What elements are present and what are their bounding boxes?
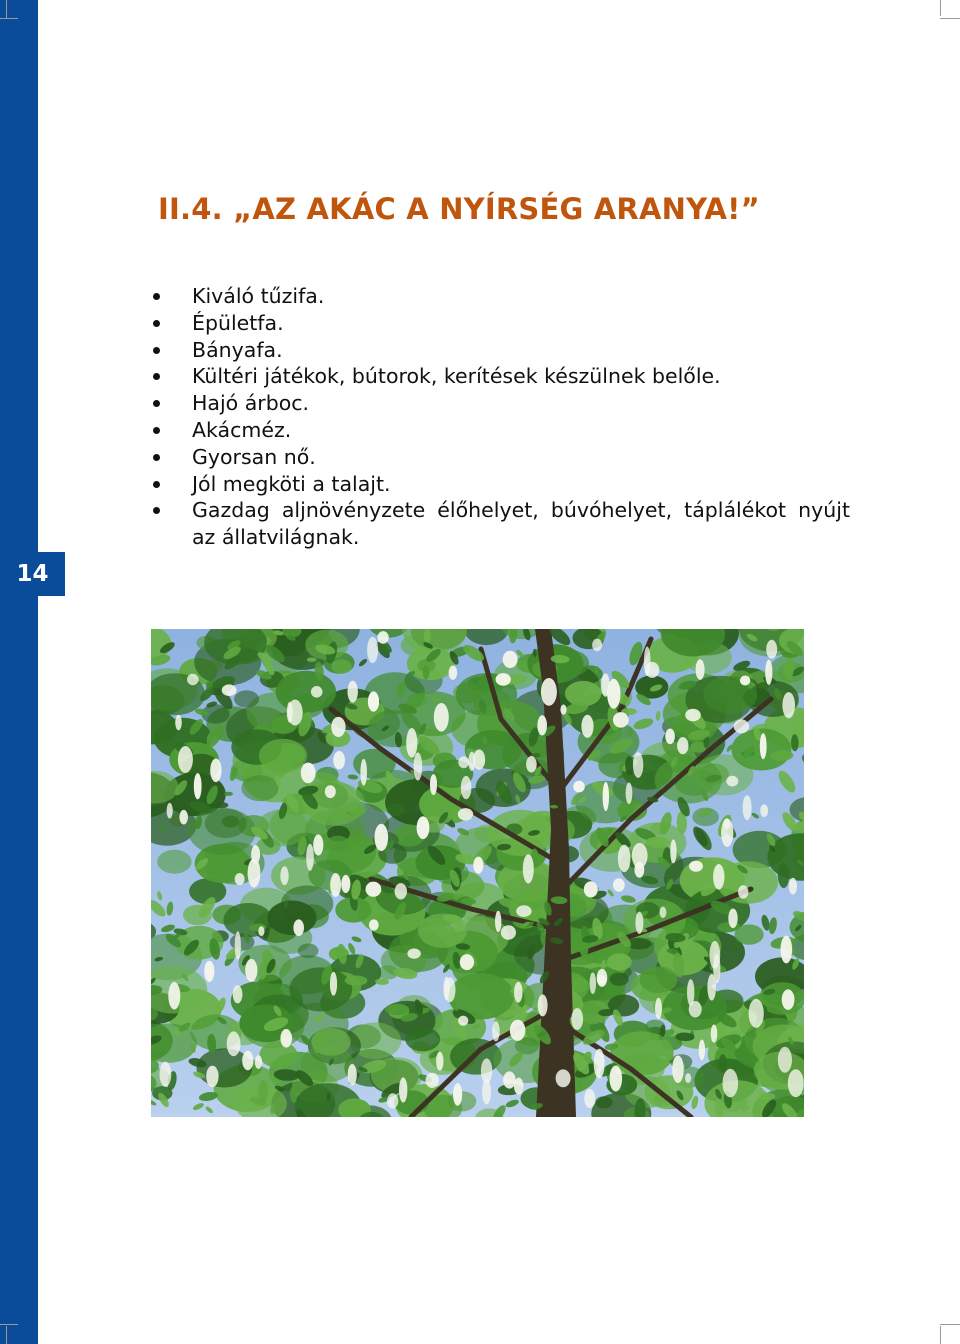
foliage-clump — [387, 804, 405, 816]
page-number: 14 — [16, 561, 49, 587]
blossom-cluster — [288, 700, 303, 726]
blossom-cluster — [584, 881, 598, 897]
blossom-cluster — [685, 1073, 691, 1083]
blossom-cluster — [726, 776, 738, 787]
blossom-cluster — [426, 1073, 439, 1088]
blossom-cluster — [301, 763, 316, 784]
blossom-cluster — [665, 729, 675, 745]
blossom-cluster — [709, 941, 720, 969]
blossom-cluster — [503, 1071, 516, 1088]
blossom-cluster — [330, 873, 341, 897]
blossom-cluster — [406, 728, 417, 758]
blossom-cluster — [635, 912, 643, 934]
blossom-cluster — [592, 639, 602, 652]
acacia-tree-photo — [151, 629, 804, 1117]
blossom-cluster — [449, 666, 458, 680]
blossom-cluster — [584, 1089, 595, 1108]
blossom-cluster — [516, 905, 531, 917]
blossom-cluster — [187, 674, 199, 685]
bullet-icon — [153, 320, 160, 327]
blossom-cluster — [510, 1020, 526, 1041]
blossom-cluster — [348, 1064, 357, 1086]
blossom-cluster — [713, 864, 724, 890]
blossom-cluster — [581, 715, 593, 738]
blossom-cluster — [541, 678, 557, 706]
blossom-cluster — [743, 795, 752, 820]
list-item — [150, 471, 850, 498]
blossom-cluster — [453, 1083, 462, 1106]
blossom-cluster — [526, 756, 537, 773]
bullet-icon — [153, 454, 160, 461]
blossom-cluster — [538, 994, 548, 1016]
crop-mark-top-right-h — [940, 18, 960, 19]
blossom-cluster — [167, 803, 173, 819]
blossom-cluster — [571, 1008, 583, 1030]
foliage-clump — [276, 671, 336, 713]
foliage-clump — [405, 1027, 440, 1051]
list-item-text: Hajó árboc. — [192, 391, 310, 416]
list-item — [150, 363, 850, 390]
blossom-cluster — [514, 982, 522, 1003]
list-item-text: Gyorsan nő. — [192, 444, 316, 469]
blossom-cluster — [556, 1069, 571, 1087]
blossom-cluster — [367, 637, 378, 663]
foliage-clump — [267, 901, 316, 936]
blossom-cluster — [723, 1069, 739, 1098]
blossom-cluster — [626, 783, 633, 805]
foliage-clump — [610, 973, 629, 986]
foliage-clump — [298, 944, 319, 959]
blossom-cluster — [635, 862, 645, 878]
blossom-cluster — [597, 969, 608, 987]
list-item-text: Akácméz. — [192, 417, 292, 442]
blossom-cluster — [179, 810, 188, 825]
blossom-cluster — [325, 785, 336, 798]
crop-mark-bottom-left — [6, 1326, 7, 1344]
blossom-cluster — [366, 882, 382, 897]
blossom-cluster — [503, 651, 518, 668]
list-item-text: Épületfa. — [192, 310, 284, 335]
list-item — [150, 417, 850, 444]
blossom-cluster — [473, 749, 485, 769]
blossom-cluster — [645, 662, 659, 678]
blossom-cluster — [194, 773, 202, 799]
blossom-cluster — [782, 692, 795, 718]
blossom-cluster — [248, 858, 261, 887]
foliage-clump — [259, 739, 307, 773]
foliage-clump — [639, 966, 677, 993]
section-title: II.4. „AZ AKÁC A NYÍRSÉG ARANYA!” — [158, 192, 760, 226]
blossom-cluster — [458, 808, 473, 820]
blossom-cluster — [258, 926, 264, 936]
blossom-cluster — [782, 989, 795, 1010]
list-item — [150, 310, 850, 337]
blossom-cluster — [492, 1021, 500, 1041]
blossom-cluster — [760, 733, 767, 759]
blossom-cluster — [436, 1052, 443, 1071]
blossom-cluster — [306, 844, 314, 871]
list-item-text: Kültéri játékok, bútorok, kerítések készülnek belőle. — [192, 364, 721, 389]
bullet-icon — [153, 481, 160, 488]
side-color-band — [0, 0, 38, 1344]
blossom-cluster — [458, 1016, 468, 1026]
foliage-clump — [234, 690, 259, 707]
blossom-cluster — [204, 961, 214, 982]
list-item — [150, 337, 850, 364]
blossom-cluster — [618, 845, 631, 873]
blossom-cluster — [293, 919, 304, 936]
list-item — [150, 497, 850, 551]
blossom-cluster — [387, 1093, 398, 1108]
blossom-cluster — [711, 1025, 718, 1043]
blossom-cluster — [789, 878, 797, 895]
blossom-cluster — [377, 631, 388, 644]
blossom-cluster — [255, 1055, 262, 1069]
blossom-cluster — [430, 774, 437, 795]
blossom-cluster — [685, 709, 701, 722]
blossom-cluster — [560, 705, 566, 715]
bullet-icon — [153, 373, 160, 380]
blossom-cluster — [369, 919, 379, 930]
blossom-cluster — [473, 857, 483, 874]
blossom-cluster — [313, 834, 323, 855]
blossom-cluster — [749, 999, 764, 1028]
blossom-cluster — [610, 1066, 623, 1092]
blossom-cluster — [728, 909, 737, 929]
leaf — [385, 1004, 409, 1015]
blossom-cluster — [633, 752, 643, 778]
list-item-text: Jól megköti a talajt. — [192, 471, 391, 496]
leaf — [307, 658, 317, 662]
foliage-clump — [259, 1041, 297, 1068]
foliage-clump — [326, 836, 349, 852]
blossom-cluster — [766, 640, 777, 659]
list-item-text: Bányafa. — [192, 337, 283, 362]
blossom-cluster — [444, 977, 455, 1002]
blossom-cluster — [613, 712, 629, 728]
blossom-cluster — [655, 998, 662, 1019]
leaf — [224, 792, 233, 796]
blossom-cluster — [280, 866, 288, 885]
page-number-tab — [0, 552, 68, 596]
blossom-cluster — [235, 873, 245, 885]
bullet-icon — [153, 400, 160, 407]
list-item-text: Gazdag aljnövényzete élőhelyet, búvóhelyet, táplálékot nyújt az állatvilágnak. — [192, 498, 850, 550]
blossom-cluster — [670, 839, 676, 863]
blossom-cluster — [280, 1029, 292, 1048]
blossom-cluster — [573, 781, 585, 793]
blossom-cluster — [175, 715, 182, 731]
blossom-cluster — [778, 1047, 792, 1073]
blossom-cluster — [677, 737, 688, 754]
list-item-text: Kiváló tűzifa. — [192, 284, 325, 308]
foliage-clump — [331, 660, 351, 674]
blossom-cluster — [375, 824, 389, 851]
list-item — [150, 390, 850, 417]
bullet-icon — [153, 347, 160, 354]
blossom-cluster — [740, 676, 750, 686]
bullet-icon — [153, 293, 160, 300]
blossom-cluster — [738, 885, 748, 899]
blossom-cluster — [333, 751, 345, 769]
blossom-cluster — [168, 982, 180, 1010]
blossom-cluster — [368, 691, 379, 711]
blossom-cluster — [434, 703, 449, 732]
blossom-cluster — [781, 936, 793, 964]
acacia-tree-illustration — [151, 629, 804, 1117]
blossom-cluster — [495, 911, 501, 932]
blossom-cluster — [235, 931, 241, 959]
crop-mark-top-right — [940, 0, 941, 16]
blossom-cluster — [687, 979, 694, 1006]
blossom-cluster — [460, 954, 474, 970]
blossom-cluster — [501, 925, 516, 939]
leaf — [423, 665, 430, 680]
blossom-cluster — [590, 972, 597, 994]
blossom-cluster — [496, 673, 511, 686]
blossom-cluster — [407, 949, 420, 959]
foliage-clump — [565, 681, 601, 706]
blossom-cluster — [660, 907, 667, 918]
crop-mark-top-left-h — [0, 18, 18, 19]
blossom-cluster — [458, 756, 469, 768]
blossom-cluster — [696, 659, 705, 680]
bullet-list — [150, 283, 850, 551]
blossom-cluster — [348, 681, 358, 703]
blossom-cluster — [222, 684, 237, 696]
blossom-cluster — [360, 759, 367, 786]
blossom-cluster — [311, 686, 323, 698]
blossom-cluster — [603, 782, 609, 811]
blossom-cluster — [734, 719, 749, 733]
foliage-clump — [289, 967, 352, 1011]
blossom-cluster — [206, 1066, 218, 1088]
blossom-cluster — [607, 679, 620, 709]
blossom-cluster — [331, 717, 345, 737]
blossom-cluster — [341, 875, 350, 893]
blossom-cluster — [330, 972, 337, 996]
foliage-clump — [241, 775, 278, 801]
bullet-icon — [153, 427, 160, 434]
crop-mark-top-left — [6, 0, 7, 18]
blossom-cluster — [227, 1031, 241, 1056]
blossom-cluster — [765, 660, 772, 685]
blossom-cluster — [233, 985, 243, 1003]
blossom-cluster — [481, 1058, 492, 1083]
leaf — [345, 976, 368, 986]
blossom-cluster — [210, 759, 221, 783]
blossom-cluster — [689, 861, 703, 872]
blossom-cluster — [672, 1056, 684, 1084]
blossom-cluster — [699, 1040, 705, 1061]
blossom-cluster — [788, 1069, 804, 1097]
blossom-cluster — [537, 715, 547, 735]
blossom-cluster — [178, 746, 193, 773]
blossom-cluster — [414, 752, 423, 780]
blossom-cluster — [613, 878, 625, 892]
blossom-cluster — [523, 854, 534, 883]
blossom-cluster — [242, 1051, 253, 1071]
blossom-cluster — [760, 804, 768, 817]
blossom-cluster — [417, 816, 430, 839]
foliage-clump — [607, 953, 632, 970]
list-item — [150, 444, 850, 471]
blossom-cluster — [721, 819, 733, 847]
crop-mark-bottom-left-h — [0, 1324, 18, 1325]
foliage-clump — [188, 808, 256, 855]
blossom-cluster — [395, 883, 407, 899]
blossom-cluster — [245, 959, 257, 982]
blossom-cluster — [399, 1077, 407, 1102]
list-item — [150, 283, 850, 310]
crop-mark-bottom-right — [940, 1326, 941, 1344]
blossom-cluster — [594, 1049, 605, 1079]
bullet-icon — [153, 507, 160, 514]
crop-mark-bottom-right-h — [940, 1324, 960, 1325]
blossom-cluster — [160, 1062, 172, 1087]
foliage-clump — [157, 850, 191, 874]
blossom-cluster — [461, 776, 472, 799]
